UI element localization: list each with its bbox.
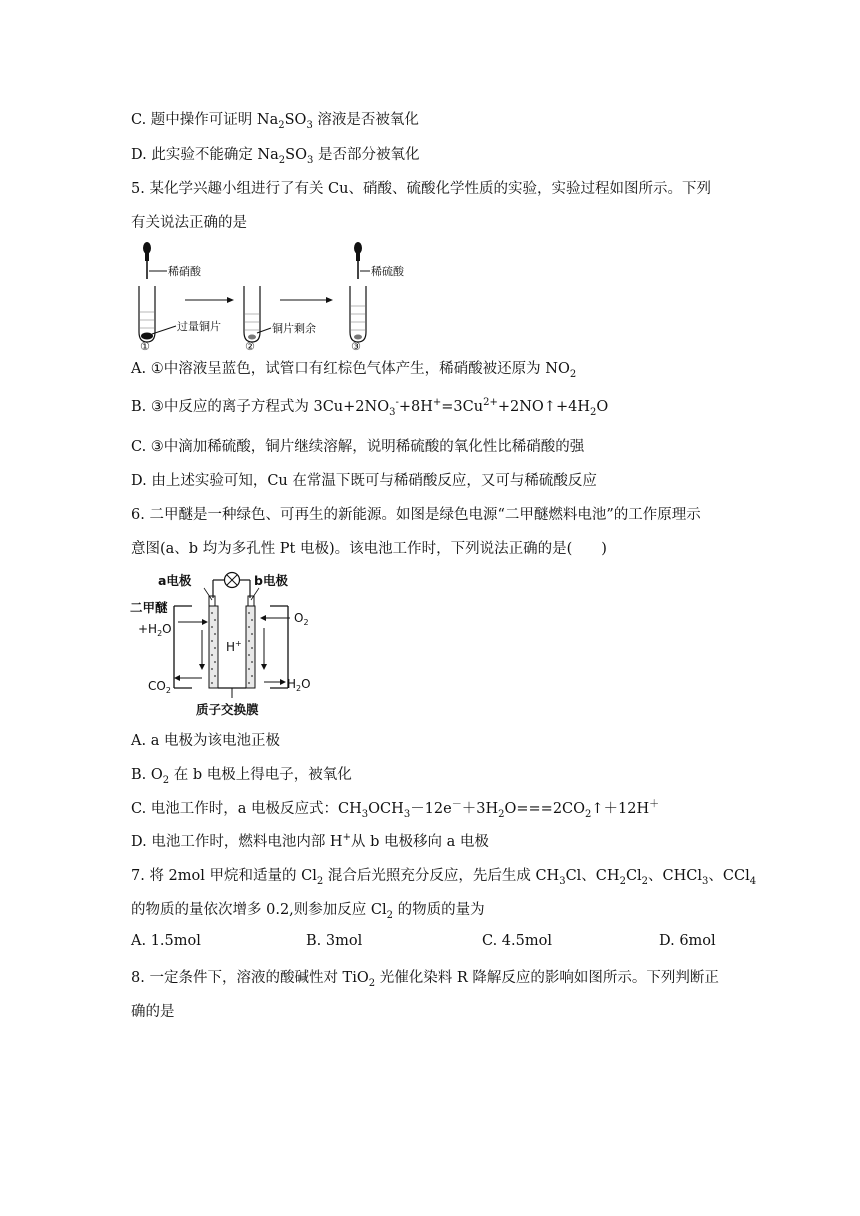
q7-stem-line2: 的物质的量依次增多 0.2,则参加反应 $Cl_2$ 的物质的量为 [131,902,485,921]
q8-stem-line1: 8. 一定条件下，溶液的酸碱性对 TiO$_2$ 光催化染料 R 降解反应的影响如图所示。下列判断正 [131,970,719,989]
h2o-outlet-label: $H_2O$ [287,677,311,693]
q6-option-c: C. 电池工作时，a 电极反应式：$CH_3OCH_3-12e^-+3H_2O===2CO_2↑+12H^+$ [131,799,660,820]
q7-option-a: A. 1.5mol [131,933,201,949]
copper-piece [141,333,153,340]
q6-stem-line2: 意图(a、b 均为多孔性 Pt 电极)。该电池工作时，下列说法正确的是( ) [131,541,607,557]
excess-copper-label: 过量铜片 [177,320,221,333]
q7-option-d: D. 6mol [659,933,716,949]
q5-option-d: D. 由上述实验可知，Cu 在常温下既可与稀硝酸反应，又可与稀硫酸反应 [131,473,597,489]
q5-option-a: A. ①中溶液呈蓝色，试管口有红棕色气体产生，稀硝酸被还原为 $NO_2$ [131,361,577,380]
electrode-a [209,606,218,688]
electrode-b [246,606,255,688]
h2o-inlet-label: $+H_2O$ [138,622,172,638]
co2-outlet-label: $CO_2$ [148,679,171,695]
a-electrode-label: a电极 [158,573,192,588]
q5-option-c: C. ③中滴加稀硫酸，铜片继续溶解，说明稀硫酸的氧化性比稀硝酸的强 [131,439,585,455]
h-plus-label: H+ [226,639,242,654]
q5-stem-line1: 5. 某化学兴趣小组进行了有关 Cu、硝酸、硫酸化学性质的实验，实验过程如图所示。下列 [131,181,711,197]
q5-test-tube-figure [130,240,430,352]
dropper-icon [354,242,362,279]
q7-stem-line1: 7. 将 2mol 甲烷和适量的 $Cl_2$ 混合后光照充分反应，先后生成 $CH_3Cl$、$CH_2Cl_2$、CHCl$_3$、CCl$_4$ [131,868,757,887]
reagent-sulfuric-acid-label: 稀硫酸 [371,265,404,278]
o2-inlet-label: $O_2$ [294,611,309,627]
q6-stem-line1: 6. 二甲醚是一种绿色、可再生的新能源。如图是绿色电源“二甲醚燃料电池”的工作原理示 [131,507,701,523]
q6-option-b: B. $O_2$ 在 b 电极上得电子，被氧化 [131,767,352,786]
q6-option-d: D. 电池工作时，燃料电池内部 H+从 b 电极移向 a 电极 [131,832,489,850]
tube-number-3: ③ [351,340,361,352]
q7-option-c: C. 4.5mol [482,933,552,949]
membrane-label: 质子交换膜 [196,702,259,717]
q5-option-b: B. ③中反应的离子方程式为 $3Cu+2NO_3^-+8H^+=3Cu^{2+}+2NO↑+4H_2O$ [131,397,609,418]
q6-option-a: A. a 电极为该电池正极 [131,733,280,749]
copper-remaining-label: 铜片剩余 [272,322,316,335]
q4-option-d: D. 此实验不能确定 $Na_2SO_3$ 是否部分被氧化 [131,147,420,166]
q4-option-c: C. 题中操作可证明 $Na_2SO_3$ 溶液是否被氧化 [131,112,419,131]
dme-label: 二甲醚 [130,600,168,615]
q6-fuel-cell-figure [130,568,320,722]
q7-option-b: B. 3mol [306,933,363,949]
tube-number-1: ① [140,340,150,352]
dropper-icon [143,242,151,279]
q5-stem-line2: 有关说法正确的是 [131,215,247,231]
tube-number-2: ② [245,340,255,352]
b-electrode-label: b电极 [254,573,288,588]
reagent-nitric-acid-label: 稀硝酸 [168,265,201,278]
q8-stem-line2: 确的是 [131,1004,175,1020]
